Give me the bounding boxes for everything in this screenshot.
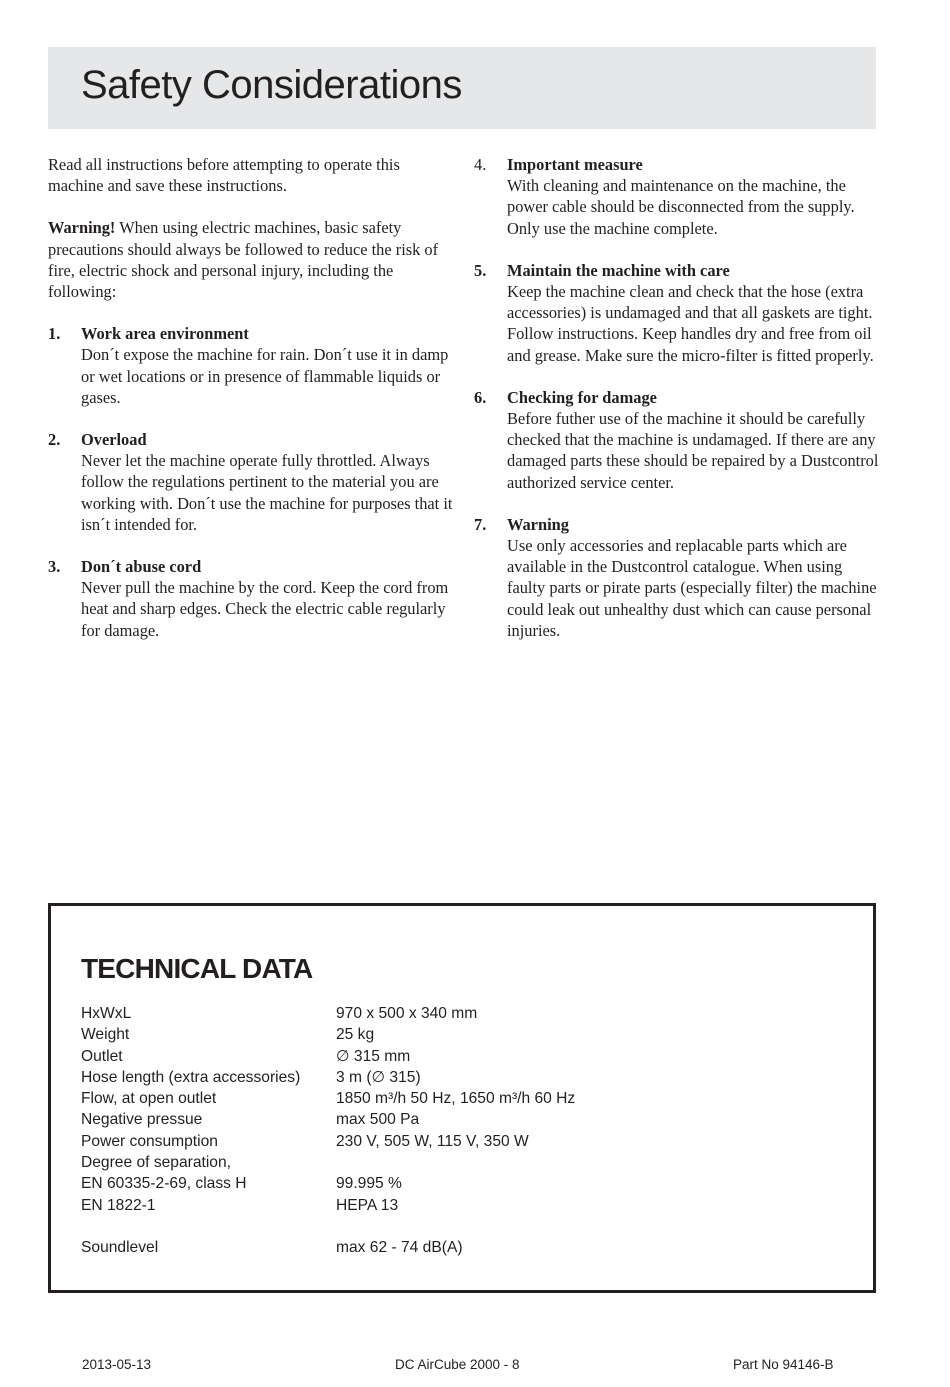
item-number: 2. [48,430,61,450]
item-heading: Maintain the machine with care [507,260,730,280]
footer-part-number: Part No 94146-B [733,1357,834,1372]
right-column [474,154,879,662]
spec-value: 25 kg [336,1026,375,1044]
item-heading: Work area environment [81,324,249,344]
item-heading: Important measure [507,155,643,174]
technical-data-title: TECHNICAL DATA [81,953,313,984]
item-number: 7. [474,514,487,534]
item-body: Don´t expose the machine for rain. Don´t use it in damp or wet locations or in presence of flammable liquids or gases. [81,345,449,407]
safety-item-7 [474,514,879,641]
spec-value: 970 x 500 x 340 mm [336,1005,478,1022]
technical-data-box [48,903,876,1293]
spec-value: max 500 Pa [336,1111,420,1129]
item-heading: Overload [81,430,147,450]
intro-paragraph: Read all instructions before attempting to operate this machine and save these instructions. [48,155,400,196]
warning-label: Warning! [48,218,116,238]
item-number: 4. [474,155,487,174]
spec-value: 3 m (∅ 315) [336,1068,421,1086]
spec-label: EN 1822-1 [81,1196,156,1214]
safety-item-1 [48,323,453,408]
spec-label: Soundlevel [81,1239,159,1257]
spec-label: HxWxL [81,1005,132,1022]
spec-value: 1850 m³/h 50 Hz, 1650 m³/h 60 Hz [336,1090,576,1108]
item-number: 5. [474,260,487,280]
spec-value: 99.995 % [336,1175,402,1193]
spec-value: max 62 - 74 dB(A) [336,1239,463,1257]
warning-text: When using electric machines, basic safety precautions should always be followed to reduce the risk of fire, electric shock and personal injury, including the following: [48,218,439,302]
warning-paragraph [48,217,453,302]
spec-value: 230 V, 505 W, 115 V, 350 W [336,1132,529,1150]
spec-label: Flow, at open outlet [81,1090,217,1108]
item-body: Use only accessories and replacable parts which are available in the Dustcontrol catalogue. When using faulty parts or pirate parts (especially filter) the machine could leak out unhealthy dust which can cause personal injuries. [507,536,877,640]
spec-label: Outlet [81,1047,123,1065]
spec-value: HEPA 13 [336,1196,399,1214]
safety-item-3 [48,556,453,641]
item-number: 6. [474,387,487,407]
item-number: 3. [48,557,61,577]
safety-item-5 [474,260,879,366]
item-heading: Don´t abuse cord [81,557,202,577]
spec-value: ∅ 315 mm [336,1047,411,1065]
spec-label: Weight [81,1026,130,1044]
spec-label: Degree of separation, [81,1154,231,1172]
page-title: Safety Considerations [81,63,462,107]
item-body: Before futher use of the machine it should be carefully checked that the machine is undamaged. If there are any damaged parts these should be repaired by a Dustcontrol authorized service center. [507,409,879,492]
footer-document-title: DC AirCube 2000 - 8 [395,1357,520,1372]
item-body: Never pull the machine by the cord. Keep the cord from heat and sharp edges. Check the electric cable regularly for damage. [81,578,449,640]
safety-item-4 [474,154,879,239]
safety-item-6 [474,387,879,493]
item-body: Keep the machine clean and check that the hose (extra accessories) is undamaged and that all gaskets are tight. Follow instructions. Keep handles dry and free from oil and grease. Make sure the micro-filter is fitted properly. [507,282,874,365]
spec-label: Negative pressue [81,1111,203,1129]
spec-label: Hose length (extra accessories) [81,1068,301,1086]
item-body: With cleaning and maintenance on the machine, the power cable should be disconnected from the supply. Only use the machine complete. [507,176,855,238]
item-heading: Checking for damage [507,387,657,407]
item-heading: Warning [507,514,569,534]
spec-label: Power consumption [81,1132,218,1150]
footer-date: 2013-05-13 [82,1357,152,1372]
spec-label: EN 60335-2-69, class H [81,1175,247,1193]
item-body: Never let the machine operate fully throttled. Always follow the regulations pertinent to the material you are working with. Don´t use the machine for purposes that it isn´t intended for. [81,451,453,534]
left-column [48,154,453,662]
title-banner [48,47,876,129]
safety-item-2 [48,429,453,535]
item-number: 1. [48,324,61,344]
